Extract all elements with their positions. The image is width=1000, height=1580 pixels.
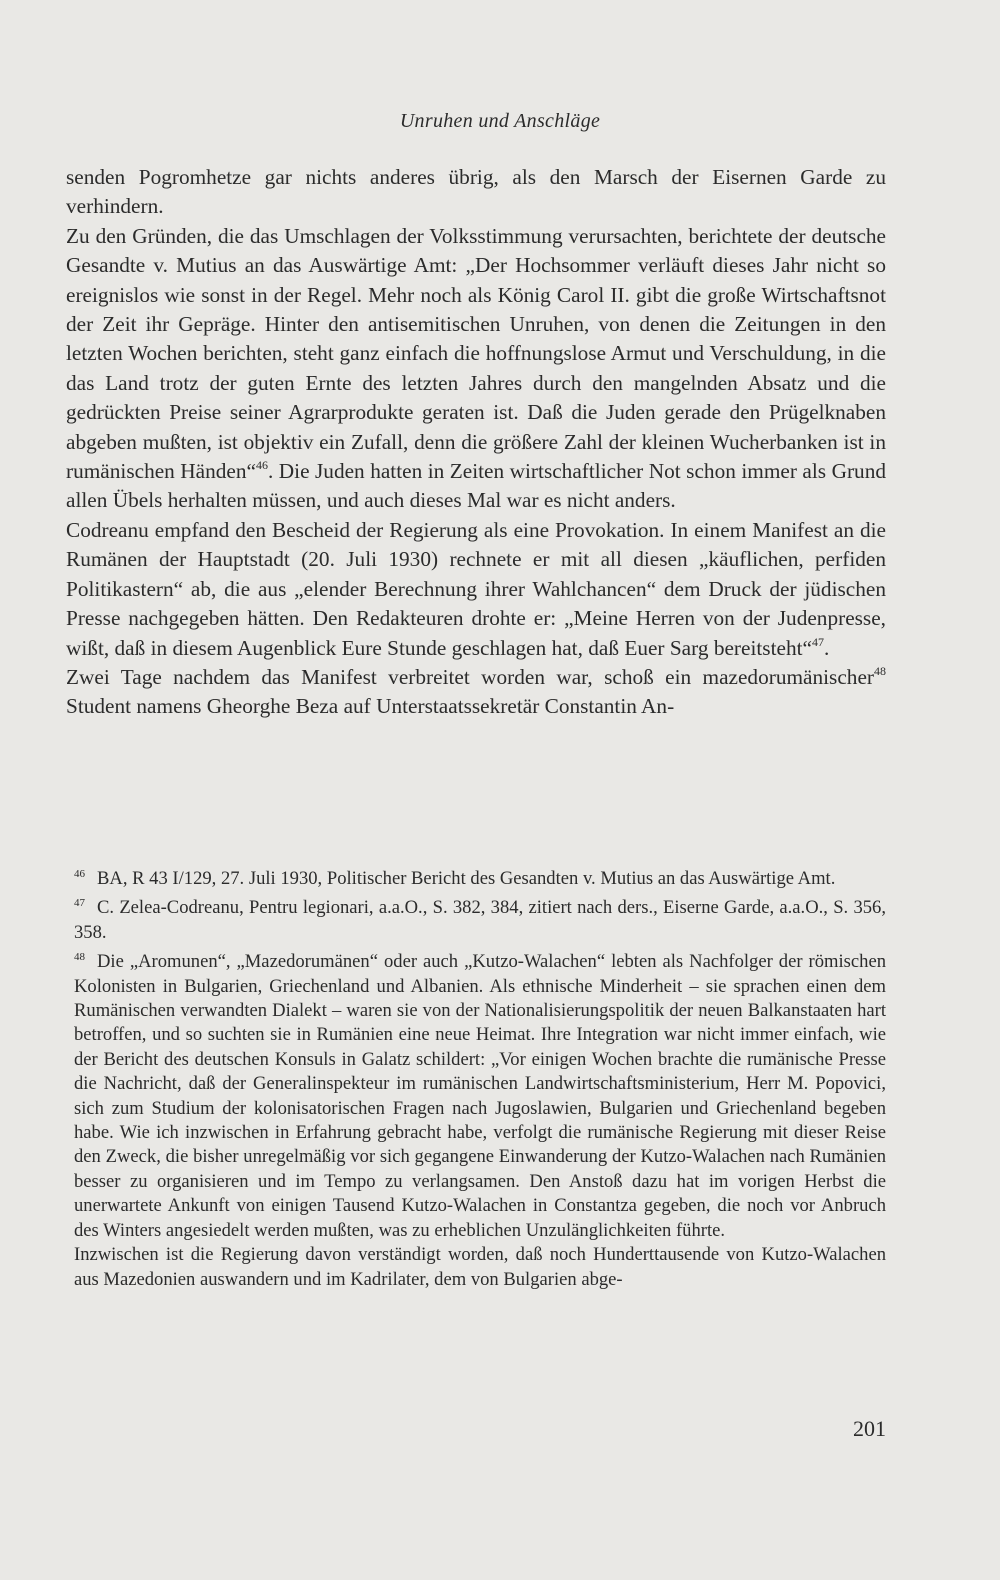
paragraph-text: Zu den Gründen, die das Umschlagen der Volksstimmung verursachten, berichtete der deutsche Gesandte v. Mutius an das Auswärtige Amt: „Der Hochsommer verläuft dieses Jahr nicht so ereignislos wie sonst in der Regel. Mehr noch als König Carol II. gibt die große Wirtschaftsnot der Zeit ihr Gepräge. Hinter den antisemitischen Unruhen, von denen die Zeitungen in den letzten Wochen berichten, steht ganz einfach die hoffnungslose Armut und Verschuldung, in die das Land trotz der guten Ernte des letzten Jahres durch den mangelnden Absatz und die gedrückten Preise seiner Agrarprodukte geraten ist. Daß die Juden gerade den Prügelknaben abgeben mußten, ist objektiv ein Zufall, denn die größere Zahl der kleinen Wucherbanken ist in rumänischen Händen“	[66, 223, 886, 484]
footnotes	[74, 862, 886, 1292]
footnote-reference[interactable]: 48	[874, 663, 886, 678]
paragraph	[66, 663, 886, 722]
footnote	[74, 945, 886, 1243]
footnote	[74, 891, 886, 945]
footnote-text: Die „Aromunen“, „Mazedorumänen“ oder auch „Kutzo-Walachen“ lebten als Nachfolger der römischen Kolonisten in Bulgarien, Griechenland und Albanien. Als ethnische Minderheit – sie sprachen einen dem Rumänischen verwandten Dialekt – waren sie von der Nationalisierungspolitik der neuen Balkanstaaten hart betroffen, und so suchten sie in Rumänien eine neue Heimat. Ihre Integration war nicht immer einfach, wie der Bericht des deutschen Konsuls in Galatz schildert: „Vor einigen Wochen brachte die rumänische Presse die Nachricht, daß der Generalinspekteur im rumänischen Landwirtschaftsministerium, Herr M. Popovici, sich zum Studium der kolonisatorischen Fragen nach Jugoslawien, Bulgarien und Griechenland begeben habe. Wie ich inzwischen in Erfahrung gebracht habe, verfolgt die rumänische Regierung mit dieser Reise den Zweck, die bisher unregelmäßig vor sich gegangene Einwanderung der Kutzo-Walachen nach Rumänien besser zu organisieren und im Tempo zu verlangsamen. Den Anstoß dazu hat im vorigen Herbst die unerwartete Ankunft von einigen Tausend Kutzo-Walachen in Constantza gegeben, die noch vor Anbruch des Winters angesiedelt werden mußten, was zu erheblichen Unzulänglichkeiten führte.	[74, 951, 886, 1241]
paragraph-text: Student namens Gheorghe Beza auf Unterstaatssekretär Constantin An-	[66, 694, 675, 719]
footnote-continuation: Inzwischen ist die Regierung davon verständigt worden, daß noch Hunderttausende von Kutzo-Walachen aus Mazedonien auswandern und im Kadrilater, dem von Bulgarien abge-	[74, 1244, 886, 1290]
running-head: Unruhen und Anschläge	[399, 110, 601, 132]
paragraph-text: Zwei Tage nachdem das Manifest verbreitet worden war, schoß ein mazedorumänischer	[66, 664, 874, 689]
footnote-number: 48	[74, 951, 85, 964]
footnote-text: BA, R 43 I/129, 27. Juli 1930, Politischer Bericht des Gesandten v. Mutius an das Auswärtige Amt.	[97, 868, 836, 889]
footnote-reference[interactable]: 47	[811, 634, 824, 649]
paragraph-text: senden Pogromhetze gar nichts anderes übrig, als den Marsch der Eisernen Garde zu verhindern.	[66, 165, 886, 219]
paragraph	[66, 516, 886, 663]
paragraph	[66, 163, 886, 222]
footnote-reference[interactable]: 46	[255, 458, 268, 473]
paragraph-text: Codreanu empfand den Bescheid der Regierung als eine Provokation. In einem Manifest an die Rumänen der Hauptstadt (20. Juli 1930) rechnete er mit all diesen „käuflichen, perfiden Politikastern“ ab, die aus „elender Berechnung ihrer Wahlchancen“ dem Druck der jüdischen Presse nachgegeben hätten. Den Redakteuren drohte er: „Meine Herren von der Judenpresse, wißt, daß in diesem Augenblick Eure Stunde geschlagen hat, daß Euer Sarg bereitsteht“	[66, 517, 886, 660]
footnote-number: 47	[74, 897, 85, 910]
paragraph-text: . Die Juden hatten in Zeiten wirtschaftlicher Not schon immer als Grund allen Übels herhalten müssen, und auch dieses Mal war es nicht anders.	[66, 459, 886, 513]
main-text	[66, 163, 886, 722]
footnote-number: 46	[74, 868, 85, 880]
paragraph-text: .	[823, 635, 830, 660]
paragraph	[66, 222, 886, 516]
footnote-text: C. Zelea-Codreanu, Pentru legionari, a.a.O., S. 382, 384, zitiert nach ders., Eiserne Garde, a.a.O., S. 356, 358.	[74, 897, 886, 943]
page-number: 201	[853, 1416, 886, 1441]
footnote	[74, 862, 886, 891]
